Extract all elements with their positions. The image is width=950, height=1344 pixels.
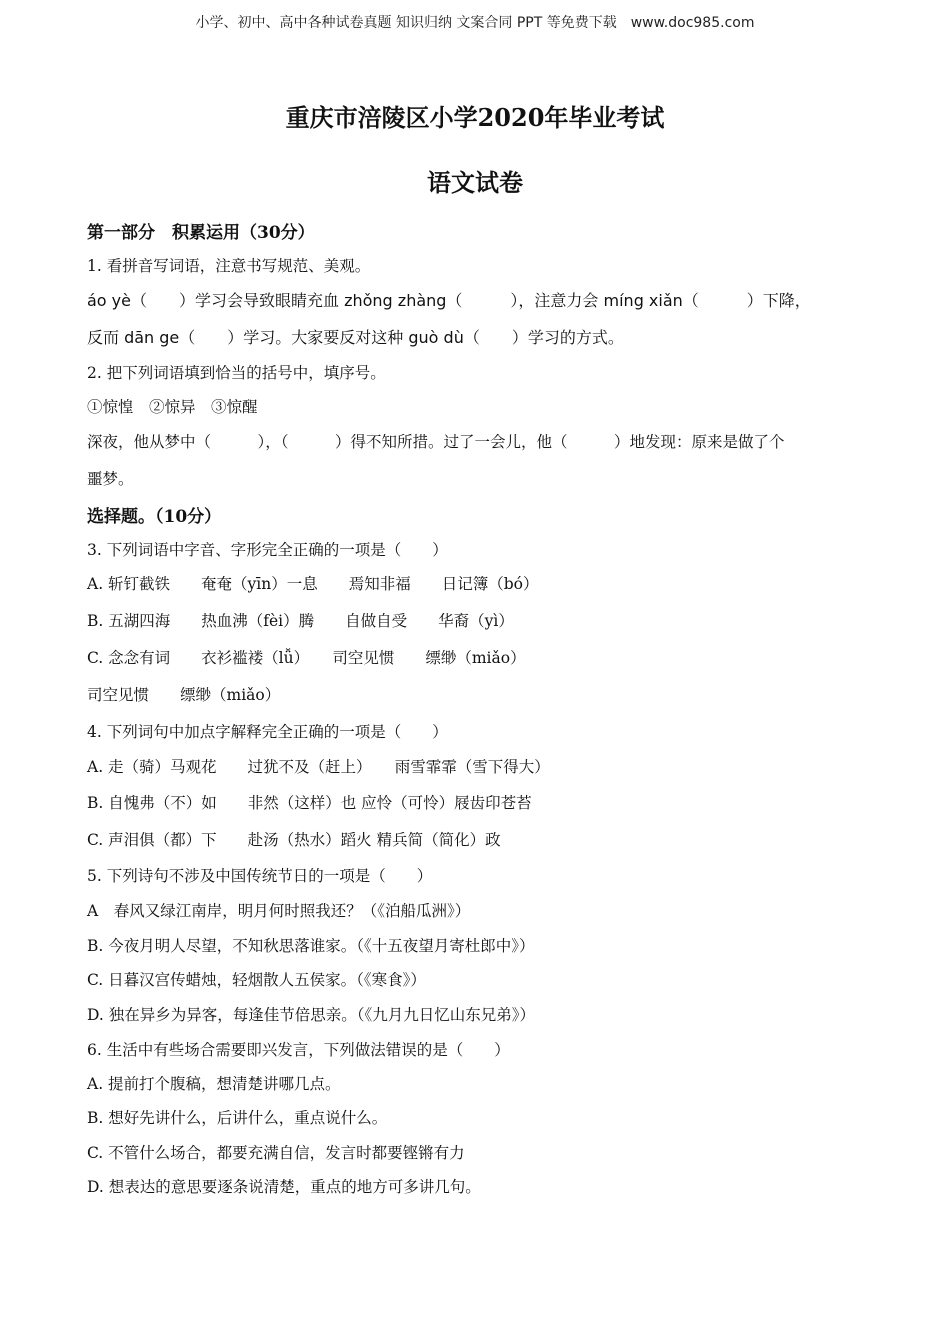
question-2: 2. 把下列词语填到恰当的括号中，填序号。: [87, 364, 386, 382]
question-6-option-b: B. 想好先讲什么，后讲什么，重点说什么。: [87, 1109, 388, 1127]
question-5-option-d: D. 独在异乡为异客，每逢佳节倍思亲。（《九月九日忆山东兄弟》）: [87, 1006, 535, 1024]
question-4-option-c: C. 声泪俱（都）下 赴汤（热水）蹈火 精兵简（简化）政: [87, 831, 501, 849]
question-1: 1. 看拼音写词语，注意书写规范、美观。: [87, 257, 371, 275]
question-5-option-b: B. 今夜月明人尽望，不知秋思落谁家。（《十五夜望月寄杜郎中》）: [87, 937, 535, 955]
question-3-extra: 司空见惯 缥缈（miǎo）: [87, 686, 281, 704]
exam-title: 重庆市涪陵区小学2020年毕业考试: [285, 103, 665, 132]
page-header: 小学、初中、高中各种试卷真题 知识归纳 文案合同 PPT 等免费下载 www.doc985.com: [195, 15, 755, 31]
question-6-option-a: A. 提前打个腹稿，想清楚讲哪几点。: [87, 1075, 341, 1093]
question-4: 4. 下列词句中加点字解释完全正确的一项是（ ）: [87, 723, 448, 741]
question-2-options: ①惊惶 ②惊异 ③惊醒: [87, 398, 258, 416]
question-3: 3. 下列词语中字音、字形完全正确的一项是（ ）: [87, 541, 448, 559]
question-3-option-c: C. 念念有词 衣衫褴褛（lǚ） 司空见惯 缥缈（miǎo）: [87, 649, 526, 667]
question-6: 6. 生活中有些场合需要即兴发言，下列做法错误的是（ ）: [87, 1041, 510, 1059]
question-5-option-c: C. 日暮汉宫传蜡烛，轻烟散人五侯家。（《寒食》）: [87, 971, 426, 989]
question-4-option-b: B. 自愧弗（不）如 非然（这样）也 应怜（可怜）屐齿印苍苔: [87, 794, 532, 812]
section-heading-choice: 选择题。（10分）: [87, 507, 222, 527]
question-1-line-2: 反而 dān ge（ ）学习。大家要反对这种 guò dù（ ）学习的方式。: [87, 328, 624, 347]
question-2-text-cont: 噩梦。: [87, 470, 134, 488]
question-6-option-d: D. 想表达的意思要逐条说清楚，重点的地方可多讲几句。: [87, 1178, 481, 1196]
question-2-text: 深夜，他从梦中（ ），（ ）得不知所措。过了一会儿，他（ ）地发现：原来是做了个: [87, 433, 785, 451]
question-1-line-1: áo yè（ ）学习会导致眼睛充血 zhǒng zhàng（ ），注意力会 míng xiǎn（ ）下降，: [87, 291, 811, 310]
question-3-option-a: A. 斩钉截铁 奄奄（yīn）一息 焉知非福 日记簿（bó）: [87, 575, 539, 593]
question-5-option-a: A 春风又绿江南岸，明月何时照我还？（《泊船瓜洲》）: [87, 902, 471, 920]
question-3-option-b: B. 五湖四海 热血沸（fèi）腾 自做自受 华裔（yì）: [87, 612, 514, 630]
section-heading: 第一部分 积累运用（30分）: [87, 223, 315, 243]
question-4-option-a: A. 走（骑）马观花 过犹不及（赶上） 雨雪霏霏（雪下得大）: [87, 758, 550, 776]
question-5: 5. 下列诗句不涉及中国传统节日的一项是（ ）: [87, 867, 433, 885]
exam-subtitle: 语文试卷: [427, 168, 523, 197]
question-6-option-c: C. 不管什么场合，都要充满自信，发言时都要铿锵有力: [87, 1144, 465, 1162]
